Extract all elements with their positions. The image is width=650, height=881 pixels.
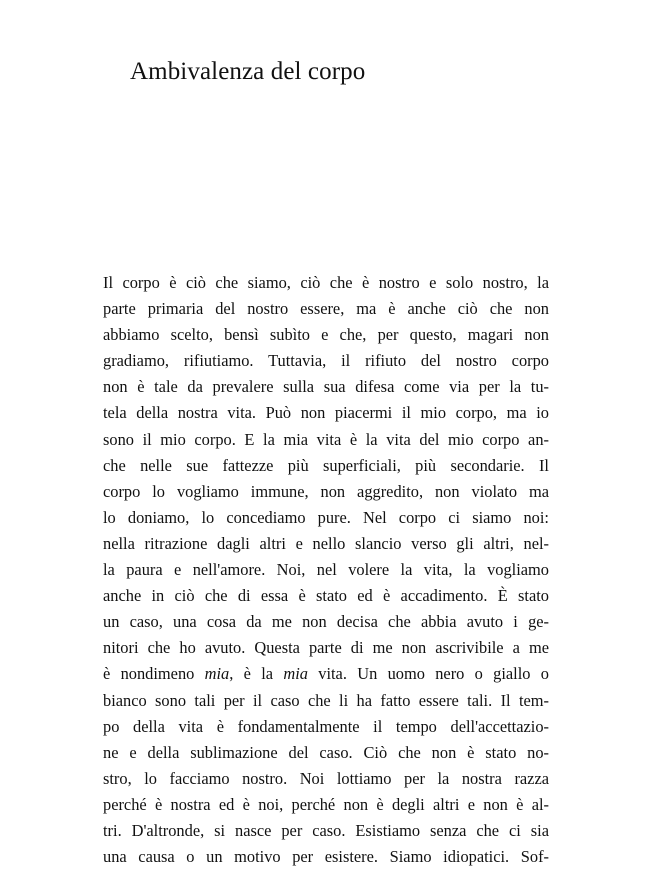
text-segment: una causa o un motivo per esistere. Siamo idiopatici. Sof-: [103, 847, 549, 867]
text-segment: nella ritrazione dagli altri e nello slancio verso gli altri, nel-: [103, 533, 549, 553]
text-line: [103, 322, 549, 348]
text-line: [103, 844, 549, 870]
text-segment: stro, lo facciamo nostro. Noi lottiamo per la nostra razza: [103, 768, 549, 788]
text-segment: gradiamo, rifiutiamo. Tuttavia, il rifiuto del nostro corpo: [103, 351, 549, 371]
text-segment: lo doniamo, lo concediamo pure. Nel corpo ci siamo noi:: [103, 507, 549, 527]
chapter-title: Ambivalenza del corpo: [130, 58, 366, 85]
text-line: [103, 270, 549, 296]
text-line: [103, 427, 549, 453]
text-segment: non è tale da prevalere sulla sua difesa come via per la tu-: [103, 377, 549, 397]
text-line: [103, 609, 549, 635]
text-segment: la paura e nell'amore. Noi, nel volere la vita, la vogliamo: [103, 560, 549, 580]
text-segment: abbiamo scelto, bensì subìto e che, per questo, magari non: [103, 325, 549, 345]
text-segment: tela della nostra vita. Può non piacermi il mio corpo, ma io: [103, 403, 549, 423]
text-line: [103, 453, 549, 479]
text-segment: nitori che ho avuto. Questa parte di me non ascrivibile a me: [103, 638, 549, 658]
text-segment: anche in ciò che di essa è stato ed è accadimento. È stato: [103, 586, 549, 606]
text-line: [103, 583, 549, 609]
text-segment: po della vita è fondamentalmente il tempo dell'accettazio-: [103, 716, 549, 736]
text-line: [103, 635, 549, 661]
text-segment: tri. D'altronde, si nasce per caso. Esistiamo senza che ci sia: [103, 820, 549, 840]
text-line: [103, 818, 549, 844]
text-line: [103, 792, 549, 818]
text-segment: che nelle sue fattezze più superficiali, più secondarie. Il: [103, 455, 549, 475]
text-segment: bianco sono tali per il caso che li ha fatto essere tali. Il tem-: [103, 690, 549, 710]
text-line: [103, 688, 549, 714]
text-line: [103, 531, 549, 557]
text-line: [103, 740, 549, 766]
text-line: [103, 766, 549, 792]
text-line: [103, 714, 549, 740]
text-line: [103, 661, 549, 687]
text-segment: un caso, una cosa da me non decisa che abbia avuto i ge-: [103, 612, 549, 632]
text-line: [103, 479, 549, 505]
text-line: [103, 374, 549, 400]
text-line: [103, 348, 549, 374]
text-segment: è nondimeno: [103, 664, 205, 684]
text-line: [103, 505, 549, 531]
text-segment: Il corpo è ciò che siamo, ciò che è nostro e solo nostro, la: [103, 273, 549, 292]
text-line: [103, 296, 549, 322]
text-segment: perché è nostra ed è noi, perché non è degli altri e non è al-: [103, 794, 549, 814]
italic-emphasis: mia: [204, 664, 230, 684]
text-segment: ne e della sublimazione del caso. Ciò che non è stato no-: [103, 742, 549, 762]
italic-emphasis: mia: [283, 664, 308, 684]
text-segment: sono il mio corpo. E la mia vita è la vita del mio corpo an-: [103, 429, 549, 449]
text-segment: vita. Un uomo nero o giallo o: [307, 664, 549, 684]
text-segment: parte primaria del nostro essere, ma è anche ciò che non: [103, 299, 549, 319]
text-line: [103, 400, 549, 426]
text-segment: , è la: [229, 664, 284, 684]
text-segment: corpo lo vogliamo immune, non aggredito, non violato ma: [103, 481, 549, 501]
text-line: [103, 557, 549, 583]
body-paragraph: [103, 270, 549, 870]
